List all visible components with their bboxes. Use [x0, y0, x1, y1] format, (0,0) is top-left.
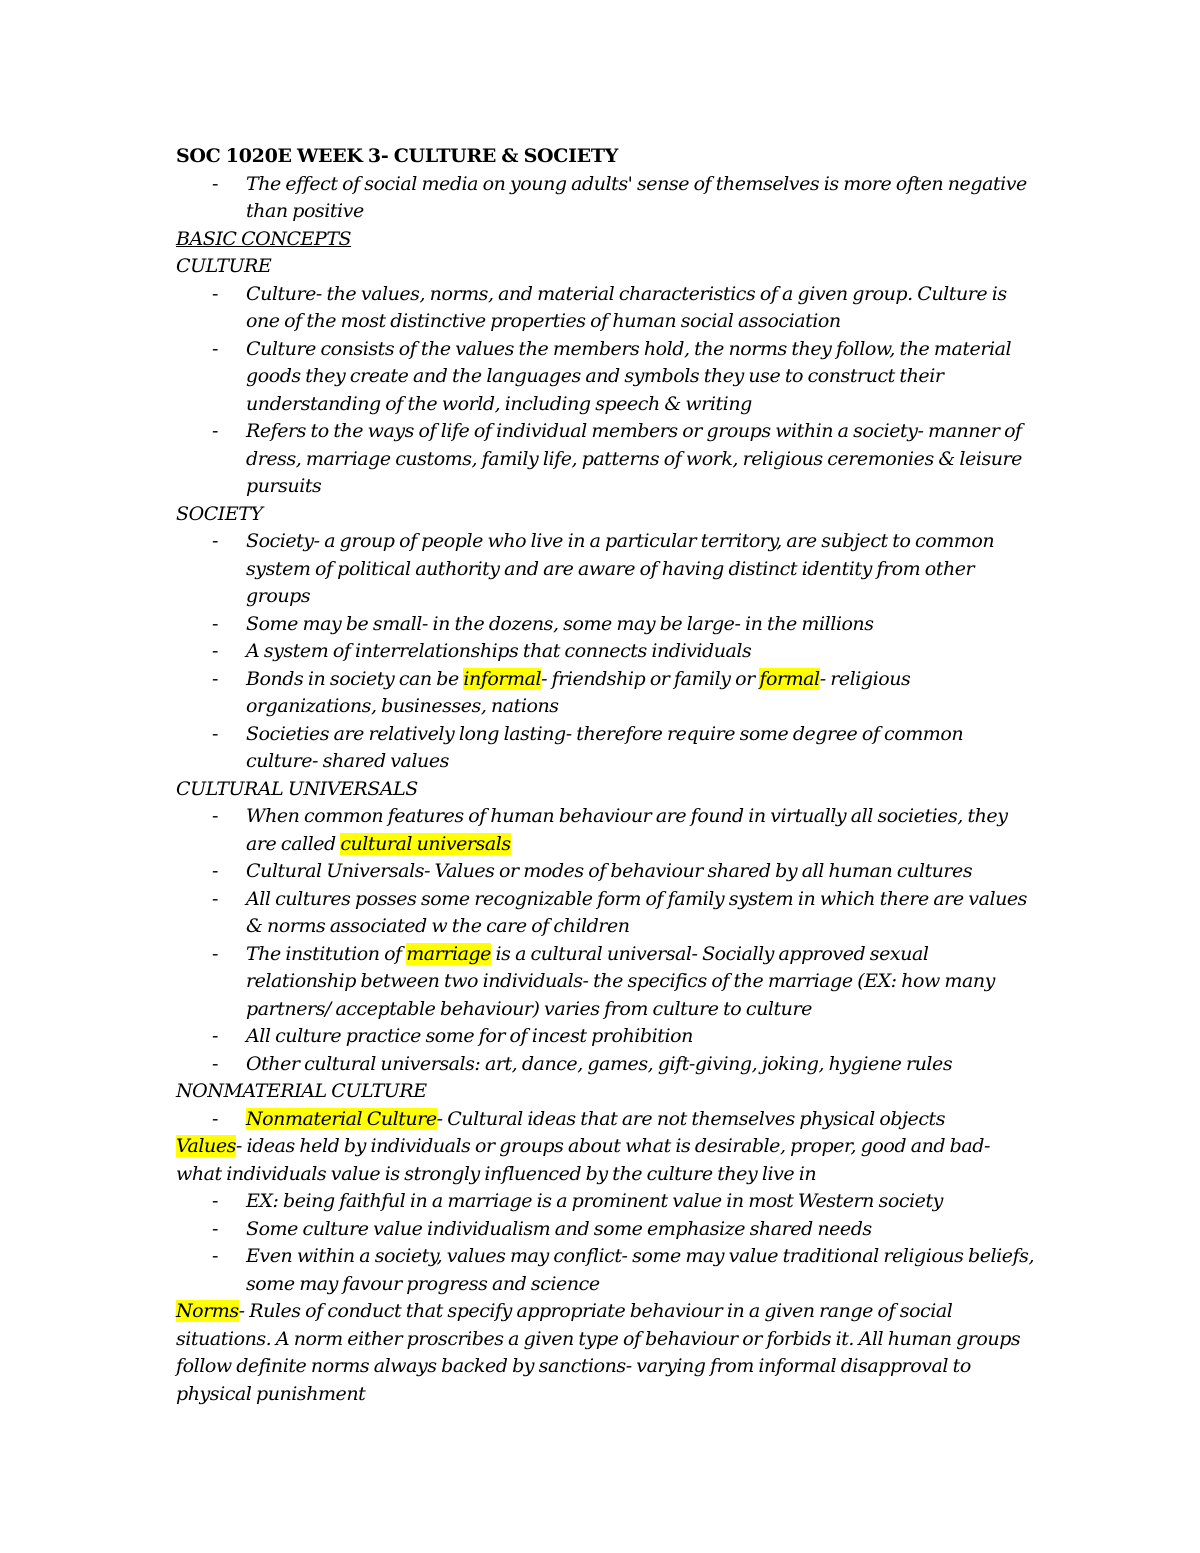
list-item: - When common features of human behaviour are found in virtually all societies, they are called cultural universals: [212, 805, 1008, 855]
dash-bullet: -: [212, 530, 218, 552]
dash-bullet: -: [212, 805, 218, 827]
values-paragraph: Values- ideas held by individuals or groups about what is desirable, proper, good and bad- what individuals value is strongly influenced by the culture they live in: [176, 1135, 990, 1185]
dash-bullet: -: [212, 1245, 218, 1267]
list-item: - A system of interrelationships that connects individuals: [176, 638, 1036, 666]
section-heading-culture: CULTURE: [176, 255, 272, 277]
list-item: - Other cultural universals: art, dance, games, gift-giving, joking, hygiene rules: [176, 1051, 1036, 1079]
list-item: - Nonmaterial Culture- Cultural ideas that are not themselves physical objects: [176, 1106, 1036, 1134]
dash-bullet: -: [212, 172, 218, 195]
list-item: - All cultures posses some recognizable form of family system in which there are values & norms associated w the care of children: [212, 887, 1027, 937]
dash-bullet: -: [212, 612, 218, 635]
list-item: - All culture practice some for of incest prohibition: [176, 1023, 1036, 1051]
nonmaterial-list: [176, 1106, 1036, 1134]
section-heading-nonmaterial-culture: NONMATERIAL CULTURE: [176, 1080, 427, 1102]
document-page: [176, 143, 1036, 1408]
dash-bullet: -: [212, 1217, 218, 1240]
dash-bullet: -: [212, 942, 218, 965]
dash-bullet: -: [212, 1025, 218, 1047]
highlighted-term: informal: [463, 667, 542, 690]
dash-bullet: -: [212, 337, 218, 360]
dash-bullet: -: [212, 282, 218, 305]
highlighted-term: cultural universals: [340, 832, 511, 855]
list-item: - Societies are relatively long lasting- therefore require some degree of common culture- shared values: [212, 722, 964, 772]
values-list: [176, 1188, 1036, 1298]
list-item: - Culture consists of the values the members hold, the norms they follow, the material goods they create and the languages and symbols they use to construct their understanding of the world, including speech & writing: [212, 337, 1012, 415]
society-list: [176, 528, 1036, 776]
highlighted-term: Nonmaterial Culture: [246, 1107, 437, 1130]
highlighted-term: Norms: [176, 1300, 239, 1322]
highlighted-term: marriage: [406, 942, 491, 965]
culture-list: [176, 281, 1036, 501]
intro-list: [176, 171, 1036, 226]
dash-bullet: -: [212, 722, 218, 745]
list-item: - Refers to the ways of life of individual members or groups within a society- manner of dress, marriage customs, family life, patterns of work, religious ceremonies & leisure pursuits: [212, 420, 1022, 497]
list-item: - The effect of social media on young adults' sense of themselves is more often negative than positive: [212, 172, 1027, 222]
dash-bullet: -: [212, 1190, 218, 1212]
cultural-universals-list: [176, 803, 1036, 1078]
list-item: - Some may be small- in the dozens, some may be large- in the millions: [176, 611, 1036, 639]
list-item: - EX: being faithful in a marriage is a prominent value in most Western society: [176, 1188, 1036, 1216]
section-heading-basic-concepts: BASIC CONCEPTS: [176, 227, 352, 250]
list-item: - Even within a society, values may conflict- some may value traditional religious beliefs, some may favour progress and science: [212, 1245, 1035, 1295]
dash-bullet: -: [212, 1107, 218, 1130]
list-item: - Some culture value individualism and some emphasize shared needs: [176, 1216, 1036, 1244]
dash-bullet: -: [212, 420, 218, 442]
dash-bullet: -: [212, 667, 218, 690]
document-title: SOC 1020E WEEK 3- CULTURE & SOCIETY: [176, 145, 618, 167]
dash-bullet: -: [212, 1052, 218, 1075]
norms-paragraph: Norms- Rules of conduct that specify appropriate behaviour in a given range of social situations. A norm either proscribes a given type of behaviour or forbids it. All human groups follow definite norms always backed by sanctions- varying from informal disapproval to physical punishment: [176, 1300, 1021, 1405]
list-item: - The institution of marriage is a cultural universal- Socially approved sexual relationship between two individuals- the specifics of the marriage (EX: how many partners/ acceptable behaviour) varies from culture to culture: [212, 942, 995, 1020]
list-item: - Cultural Universals- Values or modes of behaviour shared by all human cultures: [176, 858, 1036, 886]
list-item: - Bonds in society can be informal- friendship or family or formal- religious organizations, businesses, nations: [212, 667, 911, 717]
section-heading-cultural-universals: CULTURAL UNIVERSALS: [176, 777, 418, 800]
dash-bullet: -: [212, 887, 218, 910]
highlighted-term: Values: [176, 1135, 236, 1157]
highlighted-term: formal: [759, 667, 820, 690]
list-item: - Society- a group of people who live in a particular territory, are subject to common system of political authority and are aware of having distinct identity from other groups: [212, 530, 995, 607]
section-heading-society: SOCIETY: [176, 502, 263, 525]
dash-bullet: -: [212, 640, 218, 662]
dash-bullet: -: [212, 860, 218, 882]
list-item: - Culture- the values, norms, and material characteristics of a given group. Culture is one of the most distinctive properties of human social association: [212, 282, 1007, 332]
